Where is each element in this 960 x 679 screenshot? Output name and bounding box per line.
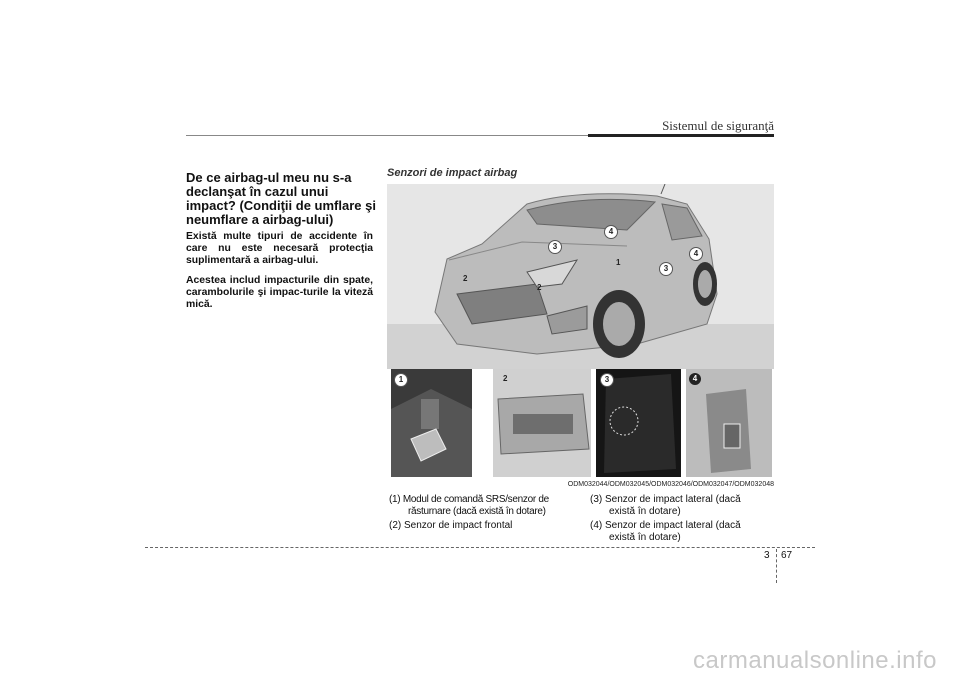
pillar-illustration [686, 369, 772, 477]
legend-item-1 [389, 494, 579, 518]
watermark: carmanualsonline.info [693, 647, 937, 674]
figure-caption: Senzori de impact airbag [387, 167, 518, 179]
car-photo [387, 184, 774, 369]
thumb-marker-3: 3 [600, 373, 614, 387]
marker-2-right: 2 [537, 283, 542, 292]
thumb-srs-module [391, 369, 472, 477]
legend-num: (1) [389, 494, 401, 505]
footer-divider [776, 549, 777, 583]
legend-text: Senzor de impact lateral (dacă [605, 494, 741, 505]
marker-3-hood: 3 [548, 240, 562, 254]
thumb-side-sensor-pillar [686, 369, 772, 477]
legend-text-cont: există în dotare) [609, 506, 681, 517]
legend-item-4 [590, 520, 780, 544]
header-rule-thick [588, 134, 774, 137]
legend-text: Senzor de impact frontal [404, 520, 513, 531]
question-heading: De ce airbag-ul meu nu s-a declanşat în cazul unui impact? (Condiţii de umflare şi neumflare a airbag-ului) [186, 170, 376, 227]
thumb-marker-2: 2 [503, 374, 508, 383]
marker-3-side: 3 [659, 262, 673, 276]
legend-item-2 [389, 520, 579, 532]
thumb-marker-1: 1 [394, 373, 408, 387]
legend-num: (3) [590, 494, 603, 505]
marker-2-left: 2 [463, 274, 468, 283]
marker-4-roof: 4 [604, 225, 618, 239]
marker-4-side: 4 [689, 247, 703, 261]
legend-num: (2) [389, 520, 402, 531]
legend-text: Senzor de impact lateral (dacă [605, 520, 741, 531]
marker-1-main: 1 [616, 258, 621, 267]
image-code: ODM032044/ODM032045/ODM032046/ODM032047/ODM032048 [567, 481, 774, 488]
thumb-front-sensor [493, 369, 591, 477]
legend-num: (4) [590, 520, 603, 531]
front-bumper-illustration [493, 369, 591, 477]
paragraph-2: Acestea includ impacturile din spate, carambolurile şi impac-turile la viteză mică. [186, 275, 373, 310]
page-number: 67 [781, 550, 793, 561]
legend-item-3 [590, 494, 780, 518]
legend-text-cont: răsturnare (dacă există în dotare) [408, 506, 546, 517]
thumb-marker-4: 4 [689, 373, 701, 385]
legend-text: Modul de comandă SRS/senzor de [402, 494, 549, 505]
chapter-number: 3 [764, 550, 770, 561]
footer-rule [145, 547, 815, 548]
paragraph-1: Există multe tipuri de accidente în care nu este necesară protecţia suplimentară a airbag-ului. [186, 231, 373, 266]
section-title: Sistemul de siguranţă [662, 118, 774, 133]
thumb-side-sensor-door [596, 369, 681, 477]
legend-text-cont: există în dotare) [609, 532, 681, 543]
car-illustration [387, 184, 774, 369]
